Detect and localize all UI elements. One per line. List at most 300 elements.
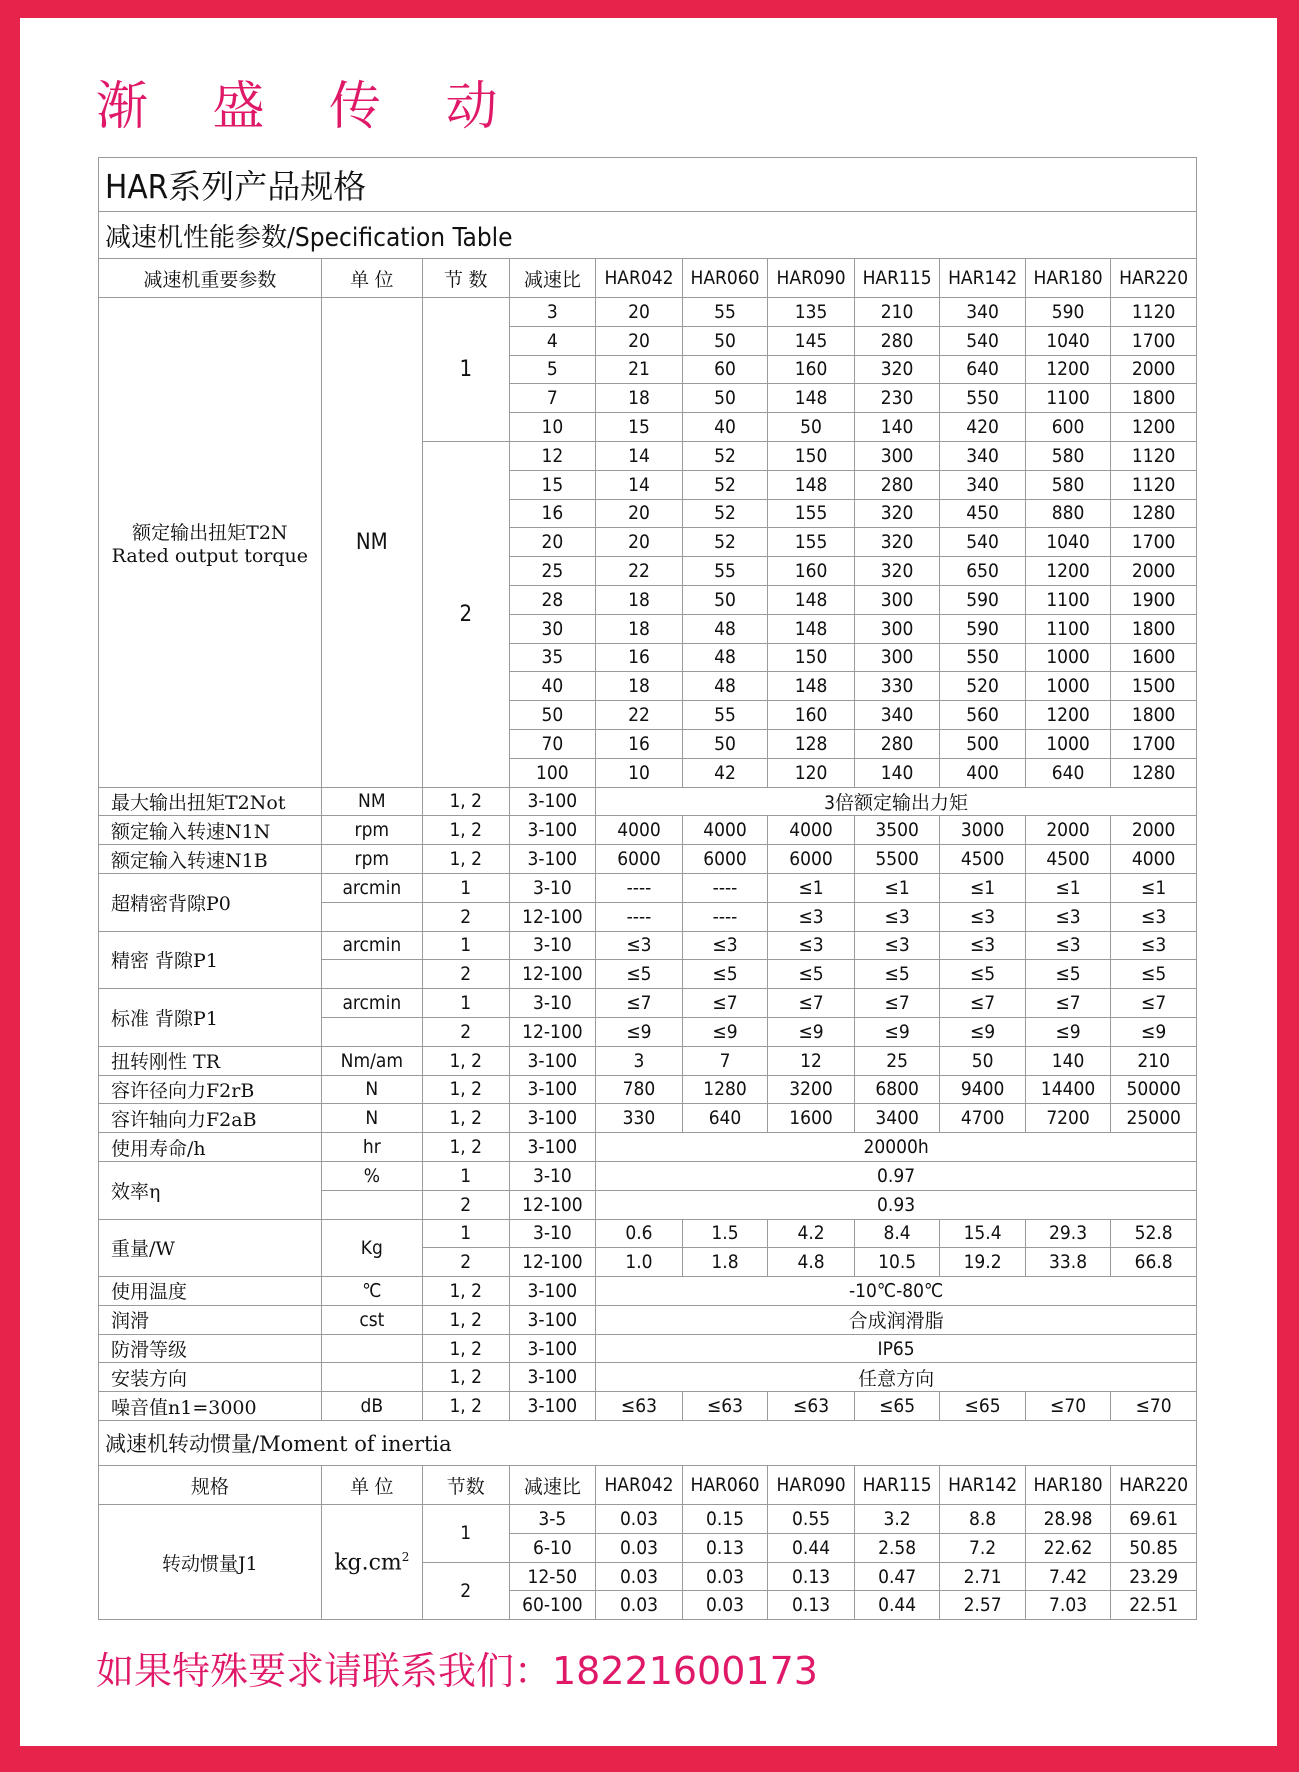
- header-model: HAR090: [768, 1466, 855, 1505]
- value-cell: 20: [596, 528, 683, 557]
- value-cell: ≤3: [1111, 902, 1197, 931]
- header-model: HAR060: [682, 1466, 767, 1505]
- unit-cell: arcmin: [321, 989, 422, 1018]
- value-cell: 50: [682, 384, 767, 413]
- value-cell: 1120: [1111, 298, 1197, 327]
- header-model: HAR142: [940, 1466, 1025, 1505]
- value-cell: 20: [596, 298, 683, 327]
- unit-cell: [321, 902, 422, 931]
- ratio-cell: 3-5: [509, 1505, 596, 1534]
- value-cell: ≤9: [854, 1017, 939, 1046]
- value-cell: 0.44: [854, 1591, 939, 1620]
- value-cell: 18: [596, 384, 683, 413]
- stage-cell: 1, 2: [422, 1277, 509, 1306]
- unit-cell: N: [321, 1075, 422, 1104]
- value-cell: 0.03: [596, 1505, 683, 1534]
- header-stage: 节数: [422, 1466, 509, 1505]
- header-model: HAR115: [854, 259, 939, 298]
- value-cell: 210: [1111, 1046, 1197, 1075]
- header-stage: 节 数: [422, 259, 509, 298]
- merged-value-cell: IP65: [596, 1334, 1197, 1363]
- value-cell: ≤70: [1111, 1392, 1197, 1421]
- header-model: HAR042: [596, 259, 683, 298]
- merged-value-cell: 0.93: [596, 1190, 1197, 1219]
- value-cell: 7.42: [1025, 1562, 1110, 1591]
- value-cell: 590: [1025, 298, 1110, 327]
- value-cell: 650: [940, 557, 1025, 586]
- value-cell: 22.51: [1111, 1591, 1197, 1620]
- stage-cell: 1, 2: [422, 1046, 509, 1075]
- value-cell: 880: [1025, 499, 1110, 528]
- value-cell: ≤3: [1111, 931, 1197, 960]
- header-spec: 规格: [99, 1466, 322, 1505]
- value-cell: ≤3: [940, 931, 1025, 960]
- ratio-cell: 12-50: [509, 1562, 596, 1591]
- value-cell: 320: [854, 557, 939, 586]
- value-cell: ≤3: [768, 931, 855, 960]
- merged-value-cell: -10℃-80℃: [596, 1277, 1197, 1306]
- value-cell: 7.2: [940, 1533, 1025, 1562]
- value-cell: 1800: [1111, 384, 1197, 413]
- value-cell: 5500: [854, 845, 939, 874]
- contact-footer: 如果特殊要求请联系我们：18221600173: [96, 1649, 818, 1693]
- value-cell: ≤7: [940, 989, 1025, 1018]
- param-label: 最大输出扭矩T2Not: [99, 787, 322, 816]
- param-label: 容许轴向力F2aB: [99, 1104, 322, 1133]
- value-cell: ≤3: [768, 902, 855, 931]
- param-label: 使用寿命/h: [99, 1133, 322, 1162]
- value-cell: 1200: [1111, 413, 1197, 442]
- value-cell: 148: [768, 585, 855, 614]
- ratio-cell: 60-100: [509, 1591, 596, 1620]
- inertia-unit-sup: 2: [401, 1549, 410, 1564]
- table-row: [99, 931, 1197, 960]
- value-cell: 1.0: [596, 1248, 683, 1277]
- ratio-cell: 3-10: [509, 1161, 596, 1190]
- param-label: 容许径向力F2rB: [99, 1075, 322, 1104]
- ratio-cell: 4: [509, 326, 596, 355]
- value-cell: 50: [682, 729, 767, 758]
- value-cell: 7: [682, 1046, 767, 1075]
- value-cell: 52: [682, 499, 767, 528]
- value-cell: 1000: [1025, 672, 1110, 701]
- ratio-cell: 28: [509, 585, 596, 614]
- ratio-cell: 3-100: [509, 1133, 596, 1162]
- value-cell: 640: [682, 1104, 767, 1133]
- value-cell: ≤3: [1025, 931, 1110, 960]
- value-cell: 1000: [1025, 643, 1110, 672]
- value-cell: 420: [940, 413, 1025, 442]
- value-cell: 1280: [1111, 499, 1197, 528]
- value-cell: ≤3: [1025, 902, 1110, 931]
- value-cell: 3.2: [854, 1505, 939, 1534]
- table-row: [99, 1161, 1197, 1190]
- value-cell: 1280: [682, 1075, 767, 1104]
- value-cell: 0.03: [596, 1562, 683, 1591]
- value-cell: 22: [596, 701, 683, 730]
- ratio-cell: 16: [509, 499, 596, 528]
- value-cell: 600: [1025, 413, 1110, 442]
- value-cell: 14: [596, 441, 683, 470]
- value-cell: ≤3: [854, 931, 939, 960]
- value-cell: 780: [596, 1075, 683, 1104]
- value-cell: 2000: [1025, 816, 1110, 845]
- torque-stage-2: 2: [422, 441, 509, 787]
- value-cell: 1900: [1111, 585, 1197, 614]
- value-cell: 540: [940, 326, 1025, 355]
- value-cell: 1100: [1025, 585, 1110, 614]
- value-cell: 16: [596, 729, 683, 758]
- unit-cell: [321, 1334, 422, 1363]
- value-cell: 20: [596, 326, 683, 355]
- value-cell: 10.5: [854, 1248, 939, 1277]
- value-cell: 640: [1025, 758, 1110, 787]
- value-cell: 1100: [1025, 614, 1110, 643]
- value-cell: ≤1: [1111, 873, 1197, 902]
- value-cell: 1200: [1025, 701, 1110, 730]
- ratio-cell: 35: [509, 643, 596, 672]
- param-label: 噪音值n1=3000: [99, 1392, 322, 1421]
- value-cell: 4000: [596, 816, 683, 845]
- value-cell: 50.85: [1111, 1533, 1197, 1562]
- ratio-cell: 3-100: [509, 1075, 596, 1104]
- value-cell: 18: [596, 672, 683, 701]
- value-cell: 1040: [1025, 528, 1110, 557]
- value-cell: 140: [854, 413, 939, 442]
- value-cell: 1800: [1111, 614, 1197, 643]
- value-cell: 135: [768, 298, 855, 327]
- value-cell: 320: [854, 355, 939, 384]
- param-label: 超精密背隙P0: [99, 873, 322, 931]
- header-model: HAR180: [1025, 1466, 1110, 1505]
- unit-cell: Nm/am: [321, 1046, 422, 1075]
- value-cell: 150: [768, 441, 855, 470]
- value-cell: 6000: [768, 845, 855, 874]
- stage-cell: 1, 2: [422, 1363, 509, 1392]
- unit-cell: N: [321, 1104, 422, 1133]
- unit-cell: [321, 1017, 422, 1046]
- stage-cell: 1, 2: [422, 1104, 509, 1133]
- table-row: [99, 1219, 1197, 1248]
- ratio-cell: 7: [509, 384, 596, 413]
- value-cell: 520: [940, 672, 1025, 701]
- value-cell: 42: [682, 758, 767, 787]
- value-cell: ≤3: [682, 931, 767, 960]
- value-cell: ≤1: [854, 873, 939, 902]
- ratio-cell: 3-10: [509, 1219, 596, 1248]
- unit-cell: rpm: [321, 845, 422, 874]
- value-cell: 29.3: [1025, 1219, 1110, 1248]
- stage-cell: 1, 2: [422, 1392, 509, 1421]
- value-cell: 450: [940, 499, 1025, 528]
- value-cell: 6000: [682, 845, 767, 874]
- ratio-cell: 12-100: [509, 902, 596, 931]
- value-cell: 60: [682, 355, 767, 384]
- ratio-cell: 3-10: [509, 931, 596, 960]
- value-cell: 1700: [1111, 326, 1197, 355]
- header-model: HAR060: [682, 259, 767, 298]
- table-row: [99, 873, 1197, 902]
- value-cell: 540: [940, 528, 1025, 557]
- table-row: [99, 989, 1197, 1018]
- stage-cell: 1, 2: [422, 816, 509, 845]
- value-cell: 48: [682, 614, 767, 643]
- ratio-cell: 3-100: [509, 1046, 596, 1075]
- value-cell: ≤7: [596, 989, 683, 1018]
- ratio-cell: 3-10: [509, 989, 596, 1018]
- value-cell: 48: [682, 672, 767, 701]
- value-cell: 14400: [1025, 1075, 1110, 1104]
- ratio-cell: 50: [509, 701, 596, 730]
- value-cell: 128: [768, 729, 855, 758]
- unit-cell: arcmin: [321, 873, 422, 902]
- stage-cell: 1: [422, 931, 509, 960]
- merged-value-cell: 任意方向: [596, 1363, 1197, 1392]
- value-cell: 14: [596, 470, 683, 499]
- value-cell: 140: [1025, 1046, 1110, 1075]
- table-row: [99, 787, 1197, 816]
- unit-cell: [321, 1190, 422, 1219]
- stage-cell: 2: [422, 902, 509, 931]
- value-cell: 3500: [854, 816, 939, 845]
- value-cell: 590: [940, 614, 1025, 643]
- value-cell: ≤9: [596, 1017, 683, 1046]
- value-cell: 50: [682, 585, 767, 614]
- value-cell: ≤7: [682, 989, 767, 1018]
- value-cell: 0.55: [768, 1505, 855, 1534]
- param-label: 防滑等级: [99, 1334, 322, 1363]
- stage-cell: 1: [422, 873, 509, 902]
- table-row: [99, 1277, 1197, 1306]
- value-cell: 55: [682, 701, 767, 730]
- ratio-cell: 40: [509, 672, 596, 701]
- value-cell: 2000: [1111, 557, 1197, 586]
- value-cell: 148: [768, 470, 855, 499]
- value-cell: 230: [854, 384, 939, 413]
- value-cell: 300: [854, 441, 939, 470]
- value-cell: 0.6: [596, 1219, 683, 1248]
- value-cell: 148: [768, 614, 855, 643]
- ratio-cell: 5: [509, 355, 596, 384]
- value-cell: 10: [596, 758, 683, 787]
- value-cell: 8.4: [854, 1219, 939, 1248]
- value-cell: ≤9: [1111, 1017, 1197, 1046]
- value-cell: 1200: [1025, 355, 1110, 384]
- value-cell: 18: [596, 614, 683, 643]
- stage-cell: 1, 2: [422, 1334, 509, 1363]
- inertia-unit-text: kg.cm: [334, 1549, 402, 1575]
- value-cell: 4000: [1111, 845, 1197, 874]
- unit-cell: arcmin: [321, 931, 422, 960]
- inertia-title: 减速机转动惯量/Moment of inertia: [99, 1421, 1197, 1466]
- value-cell: ≤5: [768, 960, 855, 989]
- value-cell: ----: [596, 902, 683, 931]
- unit-cell: [321, 1363, 422, 1392]
- value-cell: 50: [768, 413, 855, 442]
- value-cell: 300: [854, 643, 939, 672]
- table-title: HAR系列产品规格: [99, 158, 1197, 212]
- value-cell: 0.44: [768, 1533, 855, 1562]
- value-cell: 340: [940, 298, 1025, 327]
- value-cell: 300: [854, 614, 939, 643]
- value-cell: ≤3: [940, 902, 1025, 931]
- unit-cell: Kg: [321, 1219, 422, 1277]
- ratio-cell: 6-10: [509, 1533, 596, 1562]
- unit-cell: rpm: [321, 816, 422, 845]
- value-cell: 1280: [1111, 758, 1197, 787]
- value-cell: 2.57: [940, 1591, 1025, 1620]
- value-cell: 4500: [940, 845, 1025, 874]
- ratio-cell: 3: [509, 298, 596, 327]
- param-label: 额定输入转速N1N: [99, 816, 322, 845]
- ratio-cell: 70: [509, 729, 596, 758]
- value-cell: 3400: [854, 1104, 939, 1133]
- value-cell: 320: [854, 499, 939, 528]
- value-cell: ----: [596, 873, 683, 902]
- ratio-cell: 3-100: [509, 1305, 596, 1334]
- param-label: 安装方向: [99, 1363, 322, 1392]
- ratio-cell: 12-100: [509, 1248, 596, 1277]
- value-cell: 400: [940, 758, 1025, 787]
- stage-cell: 1: [422, 989, 509, 1018]
- value-cell: 1.5: [682, 1219, 767, 1248]
- value-cell: ≤9: [682, 1017, 767, 1046]
- stage-cell: 2: [422, 1190, 509, 1219]
- table-row: [99, 1363, 1197, 1392]
- value-cell: 1200: [1025, 557, 1110, 586]
- table-row: [99, 1421, 1197, 1466]
- ratio-cell: 12-100: [509, 1190, 596, 1219]
- value-cell: 1700: [1111, 528, 1197, 557]
- value-cell: 28.98: [1025, 1505, 1110, 1534]
- value-cell: ≤3: [596, 931, 683, 960]
- ratio-cell: 12: [509, 441, 596, 470]
- value-cell: 1600: [768, 1104, 855, 1133]
- value-cell: 155: [768, 528, 855, 557]
- value-cell: 40: [682, 413, 767, 442]
- value-cell: 280: [854, 470, 939, 499]
- header-model: HAR142: [940, 259, 1025, 298]
- brand-title: 渐 盛 传 动: [96, 77, 522, 137]
- value-cell: 145: [768, 326, 855, 355]
- value-cell: 23.29: [1111, 1562, 1197, 1591]
- value-cell: ≤9: [768, 1017, 855, 1046]
- param-label: 效率η: [99, 1161, 322, 1219]
- value-cell: 48: [682, 643, 767, 672]
- value-cell: 18: [596, 585, 683, 614]
- value-cell: 19.2: [940, 1248, 1025, 1277]
- value-cell: ≤63: [768, 1392, 855, 1421]
- value-cell: 148: [768, 384, 855, 413]
- value-cell: 66.8: [1111, 1248, 1197, 1277]
- ratio-cell: 3-100: [509, 1277, 596, 1306]
- torque-unit: NM: [321, 298, 422, 788]
- value-cell: 0.03: [682, 1562, 767, 1591]
- merged-value-cell: 3倍额定输出力矩: [596, 787, 1197, 816]
- value-cell: 590: [940, 585, 1025, 614]
- header-param: 减速机重要参数: [99, 259, 322, 298]
- header-model: HAR042: [596, 1466, 683, 1505]
- ratio-cell: 3-100: [509, 1334, 596, 1363]
- value-cell: 25000: [1111, 1104, 1197, 1133]
- merged-value-cell: 20000h: [596, 1133, 1197, 1162]
- value-cell: 20: [596, 499, 683, 528]
- stage-cell: 2: [422, 960, 509, 989]
- value-cell: ≤5: [682, 960, 767, 989]
- value-cell: ≤5: [1111, 960, 1197, 989]
- value-cell: 55: [682, 298, 767, 327]
- value-cell: 21: [596, 355, 683, 384]
- value-cell: ≤7: [1025, 989, 1110, 1018]
- value-cell: ≤7: [1111, 989, 1197, 1018]
- table-row: [99, 845, 1197, 874]
- value-cell: 50: [682, 326, 767, 355]
- stage-cell: 1, 2: [422, 1305, 509, 1334]
- ratio-cell: 3-100: [509, 1104, 596, 1133]
- value-cell: 500: [940, 729, 1025, 758]
- value-cell: 9400: [940, 1075, 1025, 1104]
- value-cell: 550: [940, 643, 1025, 672]
- value-cell: 160: [768, 701, 855, 730]
- header-ratio: 减速比: [509, 259, 596, 298]
- value-cell: 320: [854, 528, 939, 557]
- value-cell: 300: [854, 585, 939, 614]
- unit-cell: hr: [321, 1133, 422, 1162]
- value-cell: 52: [682, 528, 767, 557]
- value-cell: 0.03: [596, 1533, 683, 1562]
- param-label: 标准 背隙P1: [99, 989, 322, 1047]
- stage-cell: 1, 2: [422, 845, 509, 874]
- ratio-cell: 12-100: [509, 960, 596, 989]
- torque-stage-1: 1: [422, 298, 509, 442]
- value-cell: 140: [854, 758, 939, 787]
- value-cell: 210: [854, 298, 939, 327]
- value-cell: 1100: [1025, 384, 1110, 413]
- value-cell: 1120: [1111, 470, 1197, 499]
- ratio-cell: 3-100: [509, 1392, 596, 1421]
- table-row: [99, 1104, 1197, 1133]
- value-cell: 1500: [1111, 672, 1197, 701]
- value-cell: 0.47: [854, 1562, 939, 1591]
- param-label: 重量/W: [99, 1219, 322, 1277]
- value-cell: 160: [768, 355, 855, 384]
- value-cell: 4500: [1025, 845, 1110, 874]
- value-cell: 52.8: [1111, 1219, 1197, 1248]
- param-label: 润滑: [99, 1305, 322, 1334]
- value-cell: 25: [854, 1046, 939, 1075]
- ratio-cell: 100: [509, 758, 596, 787]
- unit-cell: %: [321, 1161, 422, 1190]
- value-cell: ----: [682, 902, 767, 931]
- inertia-label: 转动惯量J1: [99, 1505, 322, 1620]
- ratio-cell: 3-100: [509, 845, 596, 874]
- value-cell: 1700: [1111, 729, 1197, 758]
- ratio-cell: 30: [509, 614, 596, 643]
- table-row: [99, 1334, 1197, 1363]
- merged-value-cell: 0.97: [596, 1161, 1197, 1190]
- unit-cell: NM: [321, 787, 422, 816]
- value-cell: 1800: [1111, 701, 1197, 730]
- value-cell: 0.13: [682, 1533, 767, 1562]
- table-row: [99, 1466, 1197, 1505]
- value-cell: 2000: [1111, 816, 1197, 845]
- value-cell: 280: [854, 326, 939, 355]
- value-cell: 150: [768, 643, 855, 672]
- value-cell: ≤65: [940, 1392, 1025, 1421]
- value-cell: 2.71: [940, 1562, 1025, 1591]
- header-unit: 单 位: [321, 259, 422, 298]
- stage-cell: 1: [422, 1161, 509, 1190]
